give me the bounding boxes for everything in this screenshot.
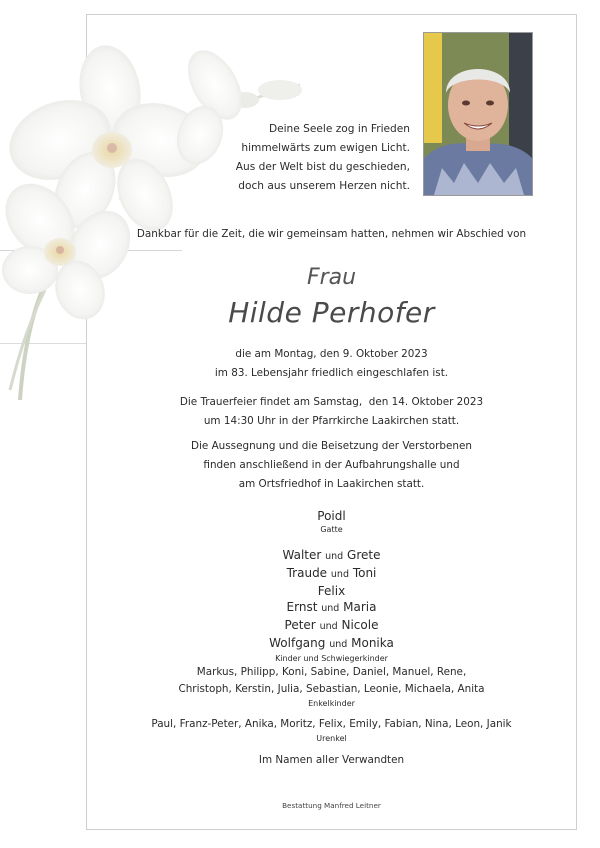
spouse-role: Gatte: [320, 525, 343, 534]
child-entry: Peter und Nicole: [284, 618, 379, 632]
child-entry: Wolfgang und Monika: [269, 636, 394, 650]
great-grandchildren-role: Urenkel: [316, 734, 347, 743]
grandchildren-line: Christoph, Kerstin, Julia, Sebastian, Leonie, Michaela, Anita: [178, 683, 485, 695]
portrait-photo: [423, 32, 533, 196]
burial-info-line: am Ortsfriedhof in Laakirchen statt.: [238, 478, 425, 490]
poem-line: Aus der Welt bist du geschieden,: [235, 161, 410, 173]
spouse-name: Poidl: [317, 509, 346, 523]
poem-verse: [230, 120, 410, 196]
child-entry: Felix: [317, 584, 346, 598]
child-entry: Traude und Toni: [286, 566, 377, 580]
funeral-info-line: um 14:30 Uhr in der Pfarrkirche Laakirchen statt.: [203, 415, 460, 427]
burial-info: [86, 437, 577, 494]
salutation: Frau: [306, 265, 357, 290]
spouse-block: [86, 508, 577, 536]
funeral-info-line: Die Trauerfeier findet am Samstag, den 14. Oktober 2023: [179, 396, 484, 408]
child-entry: Walter und Grete: [282, 548, 381, 562]
grandchildren-line: Markus, Philipp, Koni, Sabine, Daniel, Manuel, Rene,: [196, 666, 467, 678]
funeral-home: Bestattung Manfred Leitner: [282, 801, 381, 810]
deceased-name: Hilde Perhofer: [228, 296, 435, 329]
children-block: [86, 547, 577, 665]
poem-line: Deine Seele zog in Frieden: [268, 123, 410, 135]
burial-info-line: finden anschließend in der Aufbahrungshalle und: [203, 459, 460, 471]
death-info-line: im 83. Lebensjahr friedlich eingeschlafen ist.: [214, 367, 449, 379]
death-info: [86, 345, 577, 383]
great-grandchildren-block: [86, 716, 577, 745]
children-role: Kinder und Schwiegerkinder: [275, 654, 388, 663]
intro-text: Dankbar für die Zeit, die wir gemeinsam hatten, nehmen wir Abschied von: [136, 228, 527, 240]
funeral-info: [86, 393, 577, 431]
burial-info-line: Die Aussegnung und die Beisetzung der Verstorbenen: [190, 440, 472, 452]
death-info-line: die am Montag, den 9. Oktober 2023: [235, 348, 428, 360]
child-entry: Ernst und Maria: [286, 600, 377, 614]
poem-line: himmelwärts zum ewigen Licht.: [241, 142, 410, 154]
grandchildren-role: Enkelkinder: [308, 699, 355, 708]
great-grandchildren-line: Paul, Franz-Peter, Anika, Moritz, Felix, Emily, Fabian, Nina, Leon, Janik: [151, 718, 512, 730]
relatives-line: Im Namen aller Verwandten: [258, 754, 405, 766]
poem-line: doch aus unserem Herzen nicht.: [238, 180, 410, 192]
grandchildren-block: [86, 664, 577, 710]
